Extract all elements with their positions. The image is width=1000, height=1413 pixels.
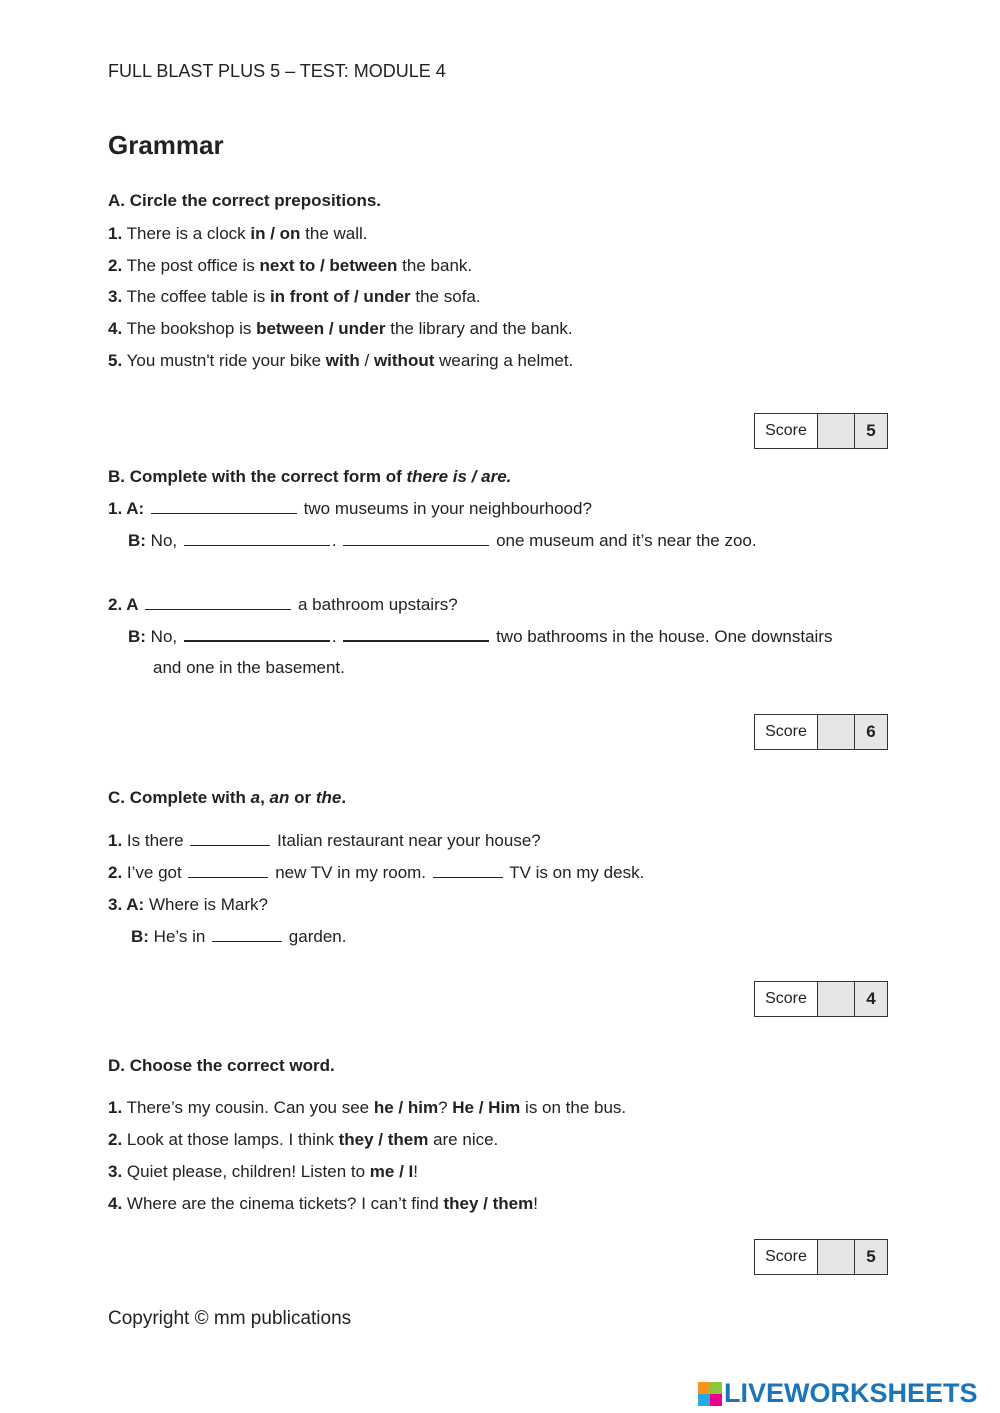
section-d-q1: 1. There’s my cousin. Can you see he / him? He / Him is on the bus. (108, 1098, 627, 1117)
score-input[interactable] (818, 982, 855, 1016)
section-c-q3a: 3. A: Where is Mark? (108, 895, 268, 914)
score-input[interactable] (818, 715, 855, 749)
copyright: Copyright © mm publications (108, 1308, 352, 1329)
answer-blank[interactable] (145, 608, 291, 610)
score-max: 6 (855, 715, 887, 749)
section-c-q1: 1. Is there Italian restaurant near your house? (108, 831, 541, 850)
section-c-q2: 2. I’ve got new TV in my room. TV is on my desk. (108, 863, 645, 882)
preposition-choice[interactable]: without (373, 351, 435, 370)
section-a-heading: A. Circle the correct prepositions. (108, 191, 382, 210)
answer-blank[interactable] (184, 639, 330, 642)
score-label: Score (755, 414, 818, 448)
score-label: Score (755, 1240, 818, 1274)
answer-blank[interactable] (433, 876, 503, 878)
section-a-item-2: 2. The post office is next to / between the bank. (108, 256, 473, 275)
section-d-heading: D. Choose the correct word. (108, 1056, 335, 1075)
word-choice[interactable]: me / I (369, 1162, 414, 1181)
section-b-q2b-continued: and one in the basement. (153, 658, 345, 677)
word-choice[interactable]: he / him (373, 1098, 439, 1117)
section-a-item-4: 4. The bookshop is between / under the library and the bank. (108, 319, 573, 338)
liveworksheets-icon (698, 1382, 722, 1406)
liveworksheets-wordmark: LIVEWORKSHEETS (724, 1378, 978, 1408)
page-title: Grammar (108, 130, 224, 160)
score-label: Score (755, 715, 818, 749)
answer-blank[interactable] (188, 876, 268, 878)
preposition-choice[interactable]: between / under (256, 319, 386, 338)
score-max: 4 (855, 982, 887, 1016)
section-c-q3b: B: He’s in garden. (131, 927, 347, 946)
preposition-choice[interactable]: with (325, 351, 360, 370)
section-a-item-1: 1. There is a clock in / on the wall. (108, 224, 368, 243)
score-box-b (754, 714, 888, 750)
section-b-q2b: B: No, . two bathrooms in the house. One downstairs (128, 627, 833, 646)
score-box-c (754, 981, 888, 1017)
answer-blank[interactable] (343, 639, 489, 642)
word-choice[interactable]: He / Him (452, 1098, 521, 1117)
score-max: 5 (855, 414, 887, 448)
section-a-item-3: 3. The coffee table is in front of / under the sofa. (108, 287, 481, 306)
section-b-q2a: 2. A a bathroom upstairs? (108, 595, 458, 614)
section-b-heading: B. Complete with the correct form of there is / are. (108, 467, 512, 486)
score-label: Score (755, 982, 818, 1016)
answer-blank[interactable] (343, 544, 489, 546)
answer-blank[interactable] (184, 544, 330, 546)
document-header: FULL BLAST PLUS 5 – TEST: MODULE 4 (108, 61, 446, 81)
preposition-choice[interactable]: in / on (250, 224, 301, 243)
answer-blank[interactable] (212, 940, 282, 942)
score-max: 5 (855, 1240, 887, 1274)
section-b-q1a: 1. A: two museums in your neighbourhood? (108, 499, 592, 518)
section-d-q4: 4. Where are the cinema tickets? I can’t find they / them! (108, 1194, 538, 1213)
section-d-q2: 2. Look at those lamps. I think they / them are nice. (108, 1130, 499, 1149)
section-c-heading: C. Complete with a, an or the. (108, 788, 347, 807)
answer-blank[interactable] (151, 512, 297, 514)
score-input[interactable] (818, 1240, 855, 1274)
word-choice[interactable]: they / them (338, 1130, 429, 1149)
score-input[interactable] (818, 414, 855, 448)
section-d-q3: 3. Quiet please, children! Listen to me / I! (108, 1162, 418, 1181)
preposition-choice[interactable]: in front of / under (269, 287, 411, 306)
section-b-q1b: B: No, . one museum and it’s near the zoo. (128, 531, 757, 550)
score-box-a (754, 413, 888, 449)
answer-blank[interactable] (190, 844, 270, 846)
score-box-d (754, 1239, 888, 1275)
section-a-item-5: 5. You mustn't ride your bike with / without wearing a helmet. (108, 351, 574, 370)
preposition-choice[interactable]: next to / between (259, 256, 398, 275)
word-choice[interactable]: they / them (443, 1194, 534, 1213)
liveworksheets-logo[interactable] (698, 1378, 978, 1409)
